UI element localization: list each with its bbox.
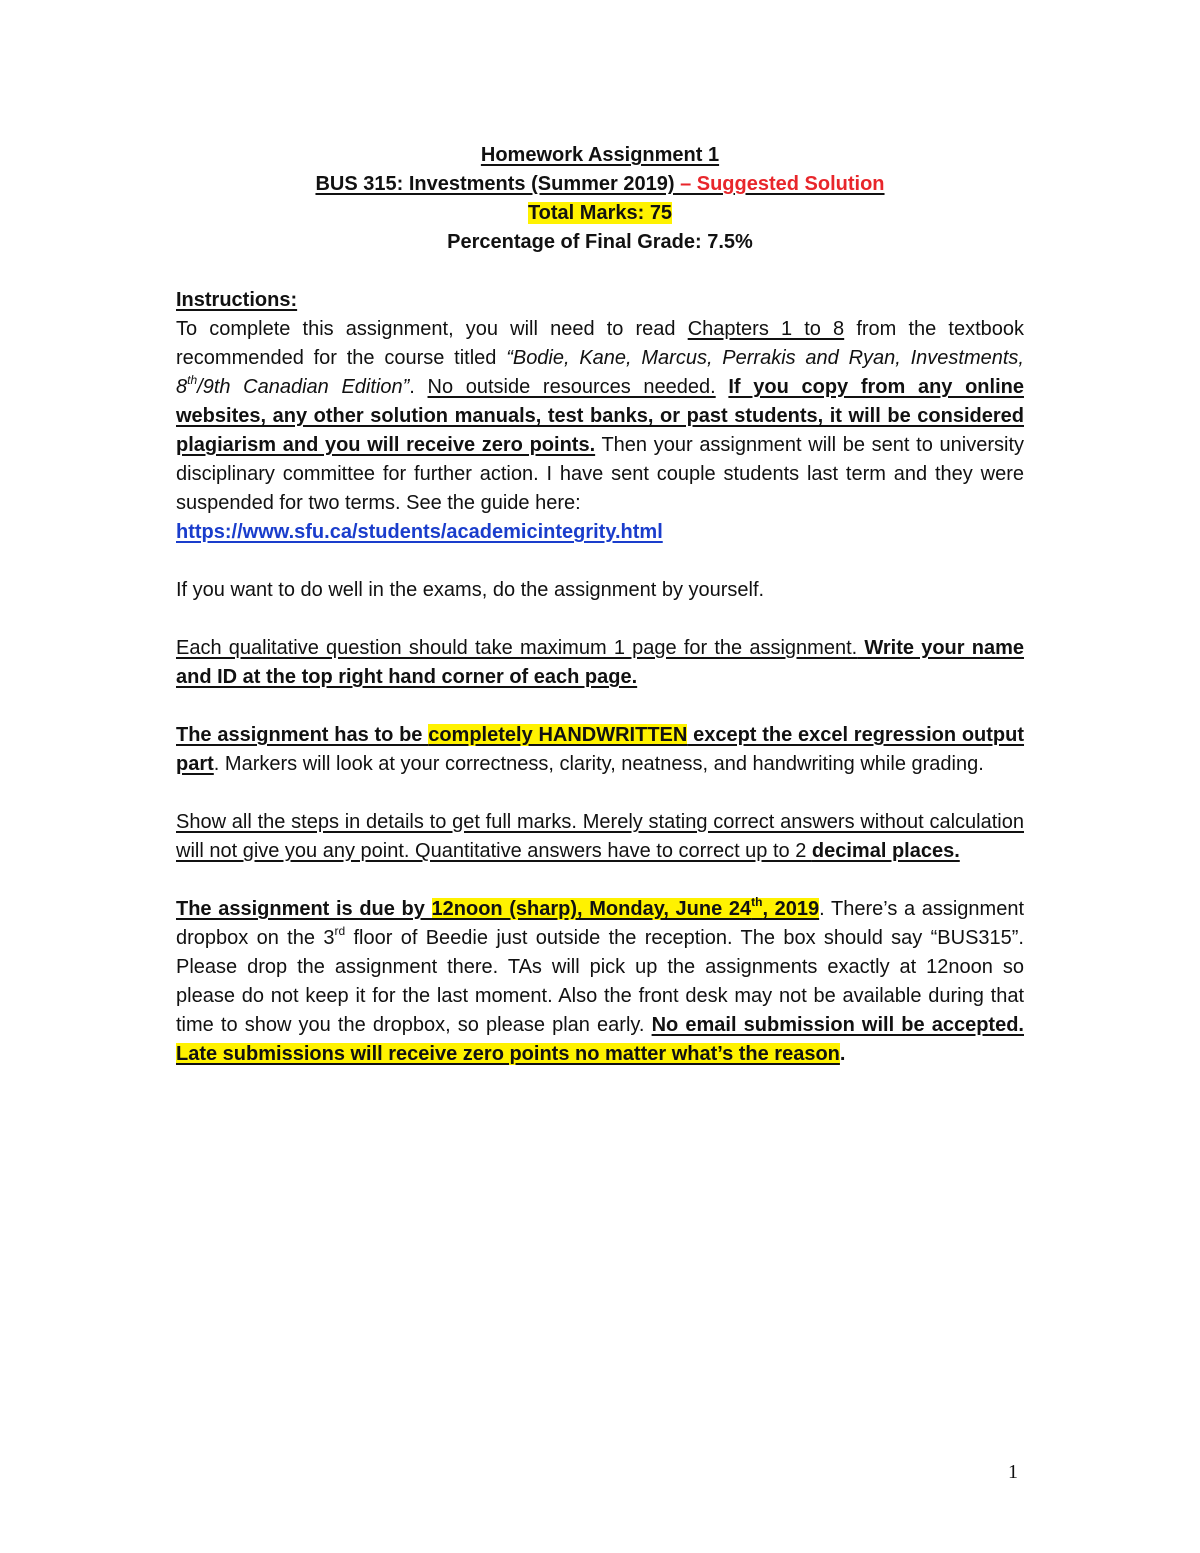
- instructions-heading: Instructions:: [176, 289, 298, 311]
- handwritten-exception: except the excel regression output part: [176, 724, 1025, 775]
- course-name: BUS 315: Investments (Summer 2019): [315, 173, 675, 195]
- grading-criteria: . Markers will look at your correctness, clarity, neatness, and handwriting while grading.: [213, 753, 984, 775]
- dropbox-text-2: floor of Beedie just outside the reception. The box should say “BUS315”. Please drop the assignment there. TAs will pick up the assignments exactly at 12noon so please do not keep it for the last moment. Also the front desk may not be available during that time to show you the dropbox, so please plan early.: [176, 927, 1024, 1036]
- due-date: [431, 895, 820, 920]
- late-submission-notice: Late submissions will receive zero points no matter what’s the reason: [176, 1043, 840, 1065]
- no-email-notice: No email submission will be accepted.: [651, 1014, 1024, 1036]
- spacer: [176, 605, 1024, 634]
- chapters-range: Chapters 1 to 8: [687, 318, 845, 340]
- instructions-paragraph: [176, 315, 1024, 518]
- due-date-paragraph: [176, 895, 1024, 1069]
- integrity-link-line: [176, 518, 1024, 547]
- percentage-line: Percentage of Final Grade: 7.5%: [447, 231, 753, 253]
- textbook-title-part2: /9th Canadian Edition”: [197, 376, 410, 398]
- p1-space: [716, 376, 729, 398]
- plagiarism-warning: If you copy from any online websites, any other solution manuals, test banks, or past students, it will be considered plagiarism and you will receive zero points.: [176, 376, 1024, 456]
- spacer: [176, 779, 1024, 808]
- p1-text-3: .: [409, 376, 428, 398]
- date-superscript: th: [751, 895, 763, 909]
- edition-superscript: th: [187, 373, 198, 387]
- page-limit-paragraph: [176, 634, 1024, 692]
- page-limit-text: Each qualitative question should take maximum 1 page for the assignment.: [176, 637, 858, 659]
- p1-text-2: from the textbook recommended for the course titled: [176, 318, 1025, 369]
- spacer: [176, 547, 1024, 576]
- course-line: [0, 170, 1200, 199]
- document-header: [0, 141, 1200, 257]
- total-marks: Total Marks: 75: [527, 202, 673, 224]
- due-lead: The assignment is due by: [176, 898, 432, 920]
- steps-text: Show all the steps in details to get full marks. Merely stating correct answers without calculation will not give you any point. Quantitative answers have to correct up to 2: [176, 811, 1024, 862]
- no-outside-resources: No outside resources needed.: [427, 376, 716, 398]
- decimal-places: decimal places.: [811, 840, 960, 862]
- handwritten-lead: The assignment has to be: [176, 724, 429, 746]
- page-number: 1: [1008, 1461, 1018, 1483]
- suggested-solution-label: – Suggested Solution: [674, 173, 885, 195]
- exam-advice: If you want to do well in the exams, do the assignment by yourself.: [176, 579, 765, 601]
- handwritten-paragraph: [176, 721, 1024, 779]
- floor-superscript: rd: [334, 924, 346, 938]
- spacer: [176, 866, 1024, 895]
- due-date-part2: , 2019: [762, 898, 820, 920]
- spacer: [176, 692, 1024, 721]
- steps-paragraph: [176, 808, 1024, 866]
- due-date-part1: 12noon (sharp), Monday, June 24: [431, 898, 752, 920]
- p1-text: To complete this assignment, you will need to read: [176, 318, 688, 340]
- total-marks-line: [0, 199, 1200, 228]
- name-id-instruction: Write your name and ID at the top right hand corner of each page.: [176, 637, 1024, 688]
- handwritten-highlight: completely HANDWRITTEN: [428, 724, 688, 746]
- p1-text-4: Then your assignment will be sent to university disciplinary committee for further action. I have sent couple students last term and they were suspended for two terms. See the guide here:: [176, 434, 1024, 514]
- p6-end: .: [839, 1043, 846, 1065]
- assignment-title: Homework Assignment 1: [480, 144, 720, 166]
- academic-integrity-link[interactable]: https://www.sfu.ca/students/academicintegrity.html: [176, 521, 663, 543]
- textbook-title-part1: “Bodie, Kane, Marcus, Perrakis and Ryan, Investments, 8: [176, 347, 1024, 398]
- dropbox-text: . There’s a assignment dropbox on the 3: [176, 898, 1025, 949]
- document-body: [176, 286, 1024, 1069]
